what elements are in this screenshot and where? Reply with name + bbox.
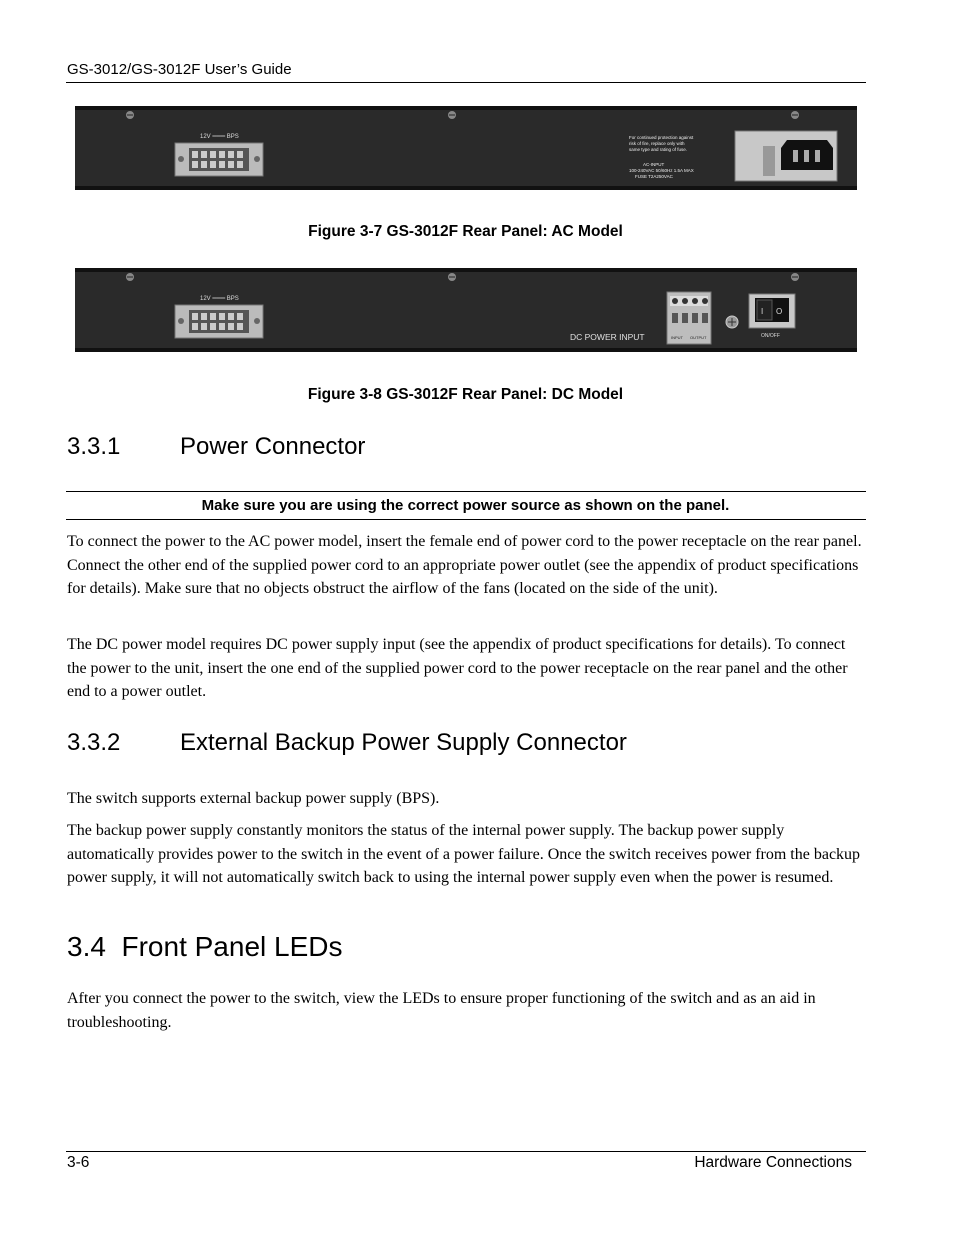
paragraph: To connect the power to the AC power model, insert the female end of power cord to the power receptacle on the rear panel. Connect the other end of the supplied power cord to an appropriate power outlet (see the appendix of product specifications for details). Make sure that no objects obstruct the airflow of the fans (located on the side of the unit).	[67, 533, 862, 597]
note-bottom-rule	[66, 519, 866, 520]
paragraph: The DC power model requires DC power supply input (see the appendix of product specifications for details). To connect the power to the unit, insert the one end of the supplied power cord to the power receptacle on the rear panel and the other end to a power outlet.	[67, 636, 848, 700]
ground-screw-icon	[726, 316, 738, 328]
switch-label: ON/OFF	[761, 333, 780, 339]
screw-icon	[791, 273, 799, 281]
paragraph: After you connect the power to the switch, view the LEDs to ensure proper functioning of the switch and as an aid in troubleshooting.	[67, 990, 816, 1031]
chapter-title: Hardware Connections	[694, 1154, 852, 1171]
ac-rear-panel-figure	[75, 106, 857, 190]
section-number: 3.3.1	[67, 433, 121, 460]
screw-icon	[791, 111, 799, 119]
paragraph: The switch supports external backup power supply (BPS).	[67, 790, 440, 807]
section-3-3-1-heading	[67, 433, 365, 461]
svg-text:I: I	[761, 307, 764, 316]
fuse-warning-text	[629, 135, 694, 152]
footer-rule	[66, 1151, 866, 1152]
paragraph: The backup power supply constantly monitors the status of the internal power supply. The backup power supply automatically provides power to the switch in the event of a power failure. Once the switch receives power from the backup power supply, it will not automatically switch back to using the internal power supply even when the power is resumed.	[67, 822, 861, 886]
bps-connector-icon	[175, 305, 263, 338]
svg-text:FUSE T2A250VAC: FUSE T2A250VAC	[635, 174, 673, 179]
figure-3-8-caption: Figure 3-8 GS-3012F Rear Panel: DC Model	[307, 386, 624, 403]
ac-power-socket-icon	[735, 131, 837, 181]
screw-icon	[448, 111, 456, 119]
section-title: Power Connector	[180, 433, 366, 460]
svg-text:O: O	[776, 307, 783, 316]
section-number: 3.3.2	[67, 729, 121, 756]
page-number: 3-6	[67, 1154, 90, 1171]
ac-bps-label: 12V ═══ BPS	[200, 134, 239, 140]
section-title: External Backup Power Supply Connector	[180, 729, 627, 756]
screw-icon	[126, 111, 134, 119]
note-top-rule	[66, 491, 866, 492]
power-source-note: Make sure you are using the correct power source as shown on the panel.	[201, 497, 730, 514]
svg-text:For continued protection again: For continued protection against	[629, 135, 694, 140]
header-rule	[66, 82, 866, 83]
svg-text:AC-INPUT: AC-INPUT	[643, 162, 665, 167]
dc-rear-panel-figure	[75, 268, 857, 352]
figure-3-7-caption: Figure 3-7 GS-3012F Rear Panel: AC Model	[308, 223, 623, 240]
running-header: GS-3012/GS-3012F User’s Guide	[67, 61, 292, 78]
screw-icon	[448, 273, 456, 281]
section-3-3-2-heading	[67, 729, 627, 757]
dc-power-input-label: DC POWER INPUT	[570, 332, 645, 342]
section-3-4-heading	[67, 931, 343, 963]
svg-text:100-240VAC 50/60Hz 1.5A MAX: 100-240VAC 50/60Hz 1.5A MAX	[629, 168, 694, 173]
svg-text:INPUT: INPUT	[671, 335, 683, 340]
section-title: Front Panel LEDs	[121, 931, 343, 962]
screw-icon	[126, 273, 134, 281]
dc-bps-label: 12V ═══ BPS	[200, 296, 239, 302]
svg-text:OUTPUT: OUTPUT	[690, 335, 707, 340]
section-number: 3.4	[67, 931, 106, 962]
bps-connector-icon	[175, 143, 263, 176]
dc-terminal-block-icon	[667, 292, 711, 344]
svg-text:same type and rating of fuse.: same type and rating of fuse.	[629, 147, 688, 152]
svg-text:risk of fire, replace only wit: risk of fire, replace only with	[629, 141, 685, 146]
